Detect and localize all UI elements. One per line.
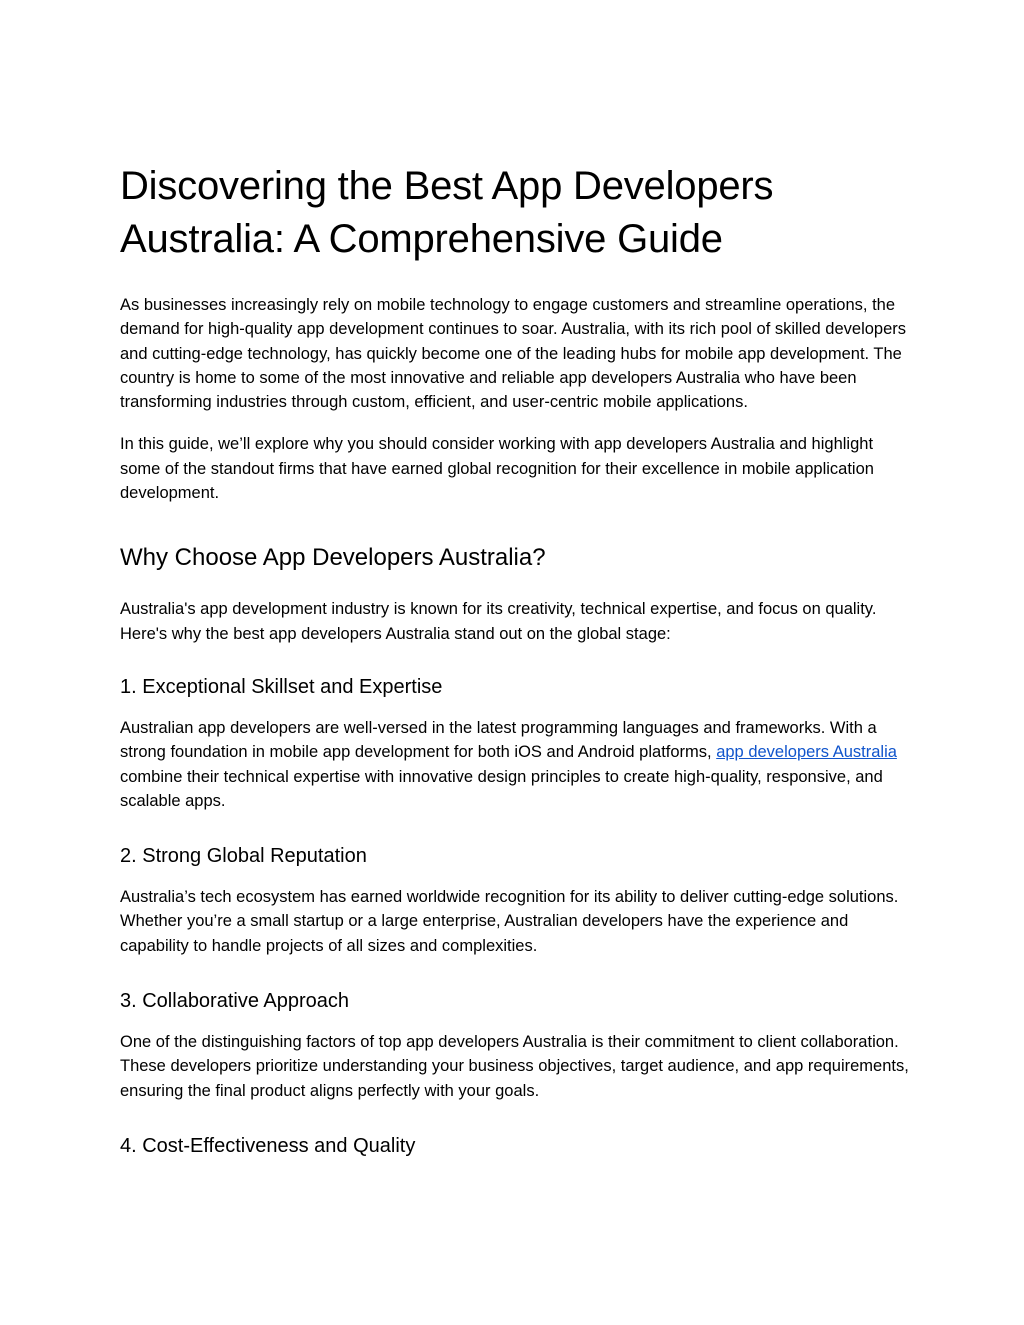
intro-paragraph-1: As businesses increasingly rely on mobile technology to engage customers and streamline operations, the demand for high-quality app development continues to soar. Australia, with its rich pool of skilled developers and cutting-edge technology, has quickly become one of the leading hubs for mobile app development. The country is home to some of the most innovative and reliable app developers Australia who have been transforming industries through custom, efficient, and user-centric mobile applications.: [120, 296, 907, 412]
paragraph-text-after-link: combine their technical expertise with innovative design principles to create high-quality, responsive, and scalable apps.: [120, 767, 883, 810]
document-title: Discovering the Best App Developers Australia: A Comprehensive Guide: [120, 164, 774, 261]
subsection-heading-1: 1. Exceptional Skillset and Expertise: [120, 675, 443, 698]
subsection-paragraph-3: One of the distinguishing factors of top app developers Australia is their commitment to client collaboration. These developers prioritize understanding your business objectives, target audience, and app requirements, ensuring the final product aligns perfectly with your goals.: [120, 1033, 909, 1100]
subsection-heading-4: 4. Cost-Effectiveness and Quality: [120, 1134, 416, 1157]
subsection-paragraph-2: Australia’s tech ecosystem has earned worldwide recognition for its ability to deliver cutting-edge solutions. Whether you’re a small startup or a large enterprise, Australian developers have the experience and capability to handle projects of all sizes and complexities.: [120, 888, 899, 955]
app-developers-australia-link[interactable]: app developers Australia: [716, 743, 897, 762]
paragraph-text-before-link: Australian app developers are well-versed in the latest programming languages and frameworks. With a strong foundation in mobile app development for both iOS and Android platforms,: [120, 718, 877, 762]
document-page: [120, 160, 910, 1175]
intro-paragraph-2: In this guide, we’ll explore why you should consider working with app developers Australia and highlight some of the standout firms that have earned global recognition for their excellence in mobile application development.: [120, 435, 874, 503]
section-intro: Australia's app development industry is known for its creativity, technical expertise, and focus on quality. Here's why the best app developers Australia stand out on the global stage:: [120, 600, 877, 643]
subsection-heading-3: 3. Collaborative Approach: [120, 990, 350, 1013]
subsection-heading-2: 2. Strong Global Reputation: [120, 845, 367, 868]
subsection-paragraph-1: [120, 716, 910, 813]
section-heading: Why Choose App Developers Australia?: [120, 544, 546, 572]
